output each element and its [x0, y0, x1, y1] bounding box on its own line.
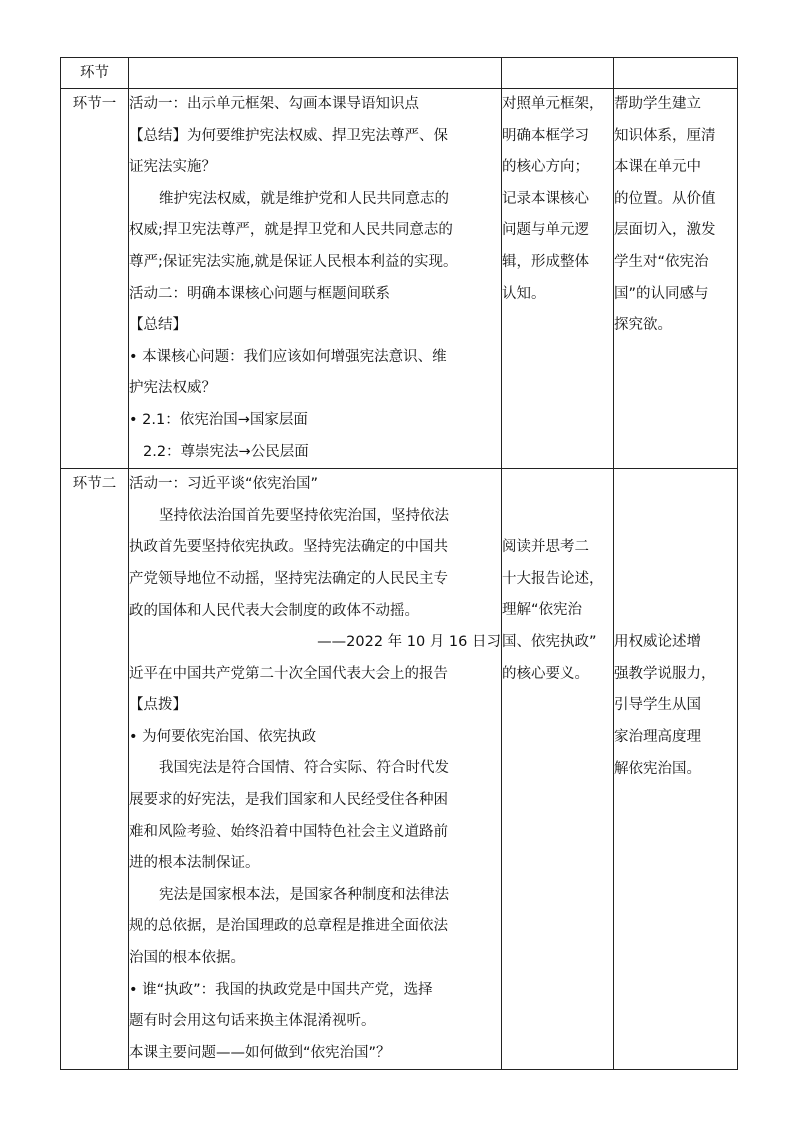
stage-one-content [129, 89, 502, 469]
summary-answer-line: 尊严;保证宪法实施,就是保证人民根本利益的实现。 [129, 253, 458, 270]
summary-heading: 【总结】 [129, 317, 187, 334]
summary-question-line: 【总结】为何要维护宪法权威、捍卫宪法尊严、保 [129, 127, 448, 144]
core-question-line: 护宪法权威？ [129, 380, 216, 397]
lesson-plan-table [60, 57, 738, 1070]
tips-paragraph-line: 难和风险考验、始终沿着中国特色社会主义道路前 [129, 823, 448, 840]
design-intent-line: 解依宪治国。 [614, 760, 701, 777]
design-intent-line: 学生对“依宪治 [614, 253, 709, 270]
summary-answer-line: 维护宪法权威，就是维护党和人民共同意志的 [159, 190, 449, 207]
student-activity-line: 阅读并思考二 [502, 539, 589, 556]
student-activity-line: 十大报告论述， [502, 570, 604, 587]
design-intent-line: 国”的认同感与 [614, 285, 709, 302]
student-activity-line: 明确本框学习 [502, 127, 589, 144]
tips-paragraph-line: 宪法是国家根本法，是国家各种制度和法律法 [159, 886, 449, 903]
header-stage-cell: 环节 [61, 58, 129, 89]
design-intent-line: 层面切入，激发 [614, 222, 716, 239]
stage-one-design-intent [614, 89, 738, 469]
activity-two-title: 活动二：明确本课核心问题与框题间联系 [129, 285, 390, 302]
student-activity-line: 的核心方向； [502, 159, 589, 176]
stage-one-student-activity [502, 89, 614, 469]
student-activity-line: 认知。 [502, 285, 546, 302]
design-intent-line: 用权威论述增 [614, 634, 701, 651]
stage-one-label: 环节一 [61, 89, 129, 469]
section-link-line: 2.2：尊崇宪法→公民层面 [143, 443, 309, 460]
stage-one-row [61, 89, 738, 469]
design-intent-line: 的位置。从价值 [614, 190, 716, 207]
summary-question-line: 证宪法实施？ [129, 159, 216, 176]
core-question-line: • 本课核心问题：我们应该如何增强宪法意识、维 [129, 348, 447, 365]
summary-answer-line: 权威;捍卫宪法尊严，就是捍卫党和人民共同意志的 [129, 222, 453, 239]
design-intent-line: 探究欲。 [614, 317, 672, 334]
main-question-line: 本课主要问题——如何做到“依宪治国”？ [129, 1044, 391, 1061]
design-intent-line: 强教学说服力， [614, 665, 716, 682]
stage-two-label: 环节二 [61, 469, 129, 1070]
student-activity-line: 问题与单元逻 [502, 222, 589, 239]
student-activity-line: 对照单元框架， [502, 96, 604, 112]
table-header-row [61, 58, 738, 89]
quote-line: 坚持依法治国首先要坚持依宪治国，坚持依法 [159, 507, 449, 524]
quote-line: 政的国体和人民代表大会制度的政体不动摇。 [129, 602, 419, 619]
design-intent-line: 家治理高度理 [614, 728, 701, 745]
section-link-line: • 2.1：依宪治国→国家层面 [129, 411, 308, 428]
student-activity-line: 的核心要义。 [502, 665, 589, 682]
design-intent-line: 帮助学生建立 [614, 96, 701, 112]
activity-one-title: 活动一：出示单元框架、勾画本课导语知识点 [129, 96, 419, 112]
header-content-cell [129, 58, 502, 89]
stage-two-content [129, 469, 502, 1070]
design-intent-line: 引导学生从国 [614, 697, 701, 714]
activity-one-title: 活动一：习近平谈“依宪治国” [129, 476, 319, 493]
quote-source-line: 近平在中国共产党第二十次全国代表大会上的报告 [129, 665, 448, 682]
quote-source-line: ——2022 年 10 月 16 日习 [317, 634, 501, 651]
design-intent-line: 知识体系，厘清 [614, 127, 716, 144]
tips-bullet-line: • 为何要依宪治国、依宪执政 [129, 728, 317, 745]
quote-line: 执政首先要坚持依宪执政。坚持宪法确定的中国共 [129, 539, 448, 556]
design-intent-line: 本课在单元中 [614, 159, 701, 176]
student-activity-line: 记录本课核心 [502, 190, 589, 207]
tips-paragraph-line: 治国的根本依据。 [129, 950, 245, 967]
tips-paragraph-line: 规的总依据，是治国理政的总章程是推进全面依法 [129, 918, 448, 935]
student-activity-line: 国、依宪执政” [502, 633, 597, 650]
stage-two-row [61, 469, 738, 1070]
student-activity-line: 辑，形成整体 [502, 253, 589, 270]
tips-paragraph-line: 展要求的好宪法，是我们国家和人民经受住各种困 [129, 792, 448, 809]
tips-paragraph-line: 进的根本法制保证。 [129, 855, 260, 872]
student-activity-line: 理解“依宪治 [502, 602, 583, 619]
tips-bullet-line: 题有时会用这句话来换主体混淆视听。 [129, 1013, 376, 1030]
tips-heading: 【点拨】 [129, 697, 187, 714]
header-intent-cell [614, 58, 738, 89]
stage-two-student-activity [502, 469, 614, 1070]
stage-two-design-intent [614, 469, 738, 1070]
tips-bullet-line: • 谁“执政”：我国的执政党是中国共产党，选择 [129, 981, 433, 998]
quote-line: 产党领导地位不动摇，坚持宪法确定的人民民主专 [129, 570, 448, 587]
header-student-cell [502, 58, 614, 89]
tips-paragraph-line: 我国宪法是符合国情、符合实际、符合时代发 [159, 760, 449, 777]
